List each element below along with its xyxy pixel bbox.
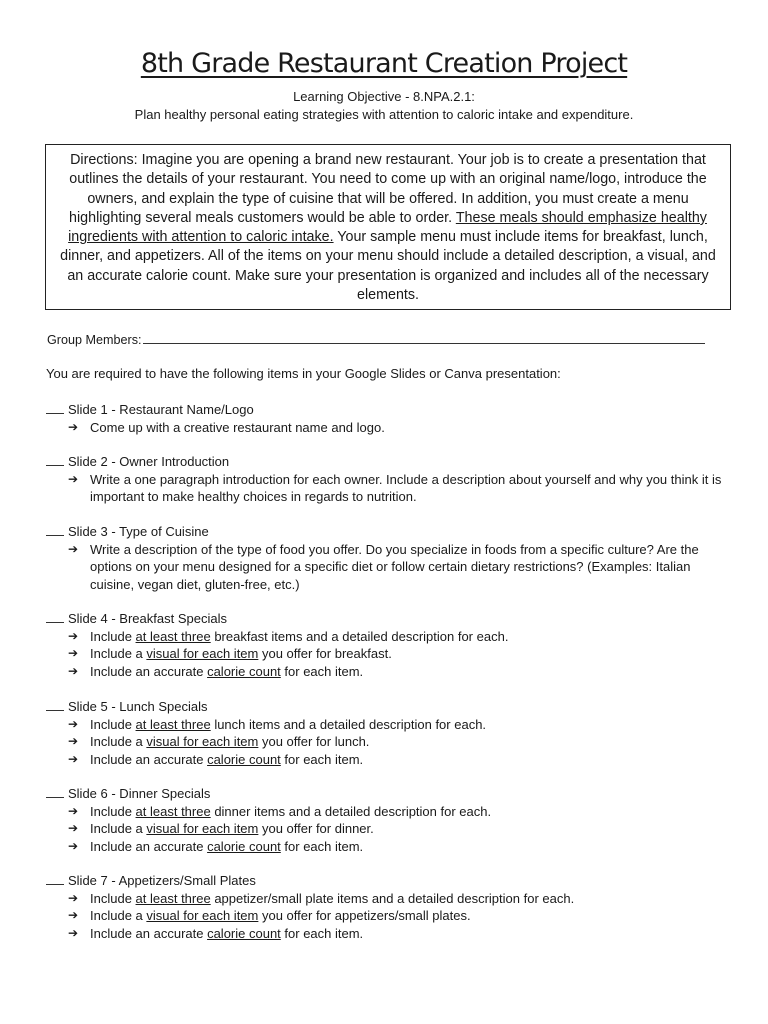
- checkbox-blank[interactable]: [46, 524, 64, 536]
- bullet-text: Write a description of the type of food you offer. Do you specialize in foods from a specific culture? Are the options on your menu designed for a specific diet or follow certain dietary restrictions? (Examples: Italian cuisine, vegan diet, gluten-free, etc.): [90, 541, 699, 592]
- slide-heading: [46, 453, 722, 471]
- slide-item: [46, 523, 722, 593]
- requirement-bullet: [46, 907, 746, 925]
- bullet-text: Include: [90, 803, 136, 819]
- slide-item: [46, 698, 746, 768]
- checkbox-blank[interactable]: [46, 873, 64, 885]
- requirement-bullet: [46, 820, 746, 838]
- bullet-text: Include an accurate: [90, 751, 208, 767]
- bullet-text: you offer for dinner.: [258, 821, 374, 836]
- bullet-emphasis: calorie count: [207, 663, 281, 679]
- arrow-bullet-icon: ➔: [68, 821, 79, 835]
- slide-title: Slide 6 - Dinner Specials: [68, 786, 211, 801]
- arrow-bullet-icon: ➔: [68, 734, 79, 748]
- bullet-text: Include a: [90, 908, 147, 923]
- bullet-emphasis: calorie count: [207, 751, 281, 767]
- arrow-bullet-icon: ➔: [68, 908, 79, 922]
- bullet-text: Write a one paragraph introduction for each owner. Include a description about yourself and why you think it is important to make healthy choices in regards to nutrition.: [90, 471, 722, 504]
- slide-item: [46, 401, 746, 436]
- bullet-text: breakfast items and a detailed description for each.: [210, 628, 509, 644]
- arrow-bullet-icon: ➔: [68, 541, 79, 556]
- bullet-emphasis: at least three: [135, 803, 211, 819]
- slide-heading: [46, 523, 722, 541]
- requirement-bullet: [46, 803, 746, 821]
- bullet-emphasis: at least three: [135, 890, 211, 906]
- directions-text-1: Directions: Imagine you are opening a brand new restaurant. Your job is to create a presentation that outlines the details of your restaurant. You need to come up with an original name/logo, introduce the owners, and explain the type of cuisine that will be offered. In addition, you must create a menu highlighting several meals customers would be able to order.: [69, 152, 707, 226]
- arrow-bullet-icon: ➔: [68, 716, 79, 731]
- directions-text-2: Your sample menu must include items for breakfast, lunch, dinner, and appetizers. All of the items on your menu should include a detailed description, a visual, and an accurate calorie count. Make sure your presentation is organized and includes all of the necessary elements.: [60, 229, 716, 304]
- slide-title: Slide 2 - Owner Introduction: [68, 454, 230, 469]
- requirement-bullet: [46, 925, 746, 943]
- directions-emphasis: These meals should emphasize healthy ingredients with attention to caloric intake.: [68, 209, 707, 246]
- learning-objective: [0, 88, 768, 123]
- slide-heading: [46, 401, 746, 419]
- slide-title: Slide 7 - Appetizers/Small Plates: [68, 873, 256, 888]
- objective-code: Learning Objective - 8.NPA.2.1:: [293, 89, 475, 104]
- checkbox-blank[interactable]: [46, 611, 64, 623]
- checkbox-blank[interactable]: [46, 402, 64, 414]
- slide-title: Slide 4 - Breakfast Specials: [68, 611, 227, 626]
- arrow-bullet-icon: ➔: [68, 663, 79, 678]
- group-members-label: Group Members:: [47, 333, 142, 347]
- arrow-bullet-icon: ➔: [68, 890, 79, 905]
- bullet-text: Include an accurate: [90, 663, 208, 679]
- slide-heading: [46, 872, 746, 890]
- slide-heading: [46, 610, 746, 628]
- requirement-bullet: [46, 838, 746, 856]
- bullet-text: you offer for appetizers/small plates.: [258, 908, 471, 923]
- slide-title: Slide 1 - Restaurant Name/Logo: [68, 402, 254, 417]
- checkbox-blank[interactable]: [46, 454, 64, 466]
- requirement-bullet: [46, 890, 746, 908]
- checkbox-blank[interactable]: [46, 699, 64, 711]
- bullet-text: Come up with a creative restaurant name and logo.: [90, 419, 385, 435]
- bullet-text: Include: [90, 716, 136, 732]
- bullet-text: dinner items and a detailed description for each.: [210, 803, 492, 819]
- requirement-bullet: [46, 733, 746, 751]
- bullet-emphasis: calorie count: [207, 838, 281, 854]
- requirement-bullet: [46, 471, 722, 506]
- bullet-text: Include a: [90, 734, 147, 749]
- page-title: 8th Grade Restaurant Creation Project: [140, 48, 628, 79]
- bullet-text: Include a: [90, 646, 147, 661]
- bullet-text: you offer for breakfast.: [258, 646, 392, 661]
- slide-item: [46, 610, 746, 680]
- arrow-bullet-icon: ➔: [68, 419, 79, 434]
- slide-title: Slide 5 - Lunch Specials: [68, 699, 208, 714]
- bullet-emphasis: calorie count: [207, 925, 281, 941]
- requirement-bullet: [46, 628, 746, 646]
- bullet-emphasis: visual for each item: [146, 821, 259, 836]
- bullet-text: for each item.: [280, 838, 364, 854]
- slide-item: [46, 785, 746, 855]
- bullet-emphasis: visual for each item: [146, 734, 259, 749]
- arrow-bullet-icon: ➔: [68, 803, 79, 818]
- slide-item: [46, 872, 746, 942]
- requirement-bullet: [46, 716, 746, 734]
- directions-box: [45, 144, 731, 310]
- bullet-emphasis: at least three: [135, 628, 211, 644]
- bullet-text: for each item.: [280, 751, 364, 767]
- requirement-bullet: [46, 645, 746, 663]
- arrow-bullet-icon: ➔: [68, 751, 79, 766]
- requirement-bullet: [46, 541, 722, 594]
- bullet-text: lunch items and a detailed description for each.: [210, 716, 487, 732]
- arrow-bullet-icon: ➔: [68, 646, 79, 660]
- requirement-bullet: [46, 751, 746, 769]
- slide-heading: [46, 698, 746, 716]
- group-members-row: [47, 331, 705, 347]
- bullet-emphasis: visual for each item: [146, 908, 259, 923]
- requirement-bullet: [46, 419, 746, 437]
- slide-item: [46, 453, 722, 506]
- slide-title: Slide 3 - Type of Cuisine: [68, 524, 209, 539]
- bullet-text: Include an accurate: [90, 838, 208, 854]
- arrow-bullet-icon: ➔: [68, 471, 79, 486]
- bullet-text: Include: [90, 628, 136, 644]
- slide-heading: [46, 785, 746, 803]
- group-members-line[interactable]: [143, 331, 705, 344]
- bullet-text: Include a: [90, 821, 147, 836]
- arrow-bullet-icon: ➔: [68, 838, 79, 853]
- checkbox-blank[interactable]: [46, 786, 64, 798]
- bullet-text: for each item.: [280, 925, 364, 941]
- arrow-bullet-icon: ➔: [68, 925, 79, 940]
- bullet-text: for each item.: [280, 663, 364, 679]
- bullet-emphasis: visual for each item: [146, 646, 259, 661]
- bullet-text: you offer for lunch.: [258, 734, 370, 749]
- bullet-text: appetizer/small plate items and a detailed description for each.: [210, 890, 575, 906]
- arrow-bullet-icon: ➔: [68, 628, 79, 643]
- bullet-text: Include: [90, 890, 136, 906]
- bullet-text: Include an accurate: [90, 925, 208, 941]
- objective-description: Plan healthy personal eating strategies with attention to caloric intake and expenditure.: [134, 106, 634, 122]
- requirement-bullet: [46, 663, 746, 681]
- bullet-emphasis: at least three: [135, 716, 211, 732]
- requirements-intro: You are required to have the following items in your Google Slides or Canva presentation:: [46, 366, 561, 381]
